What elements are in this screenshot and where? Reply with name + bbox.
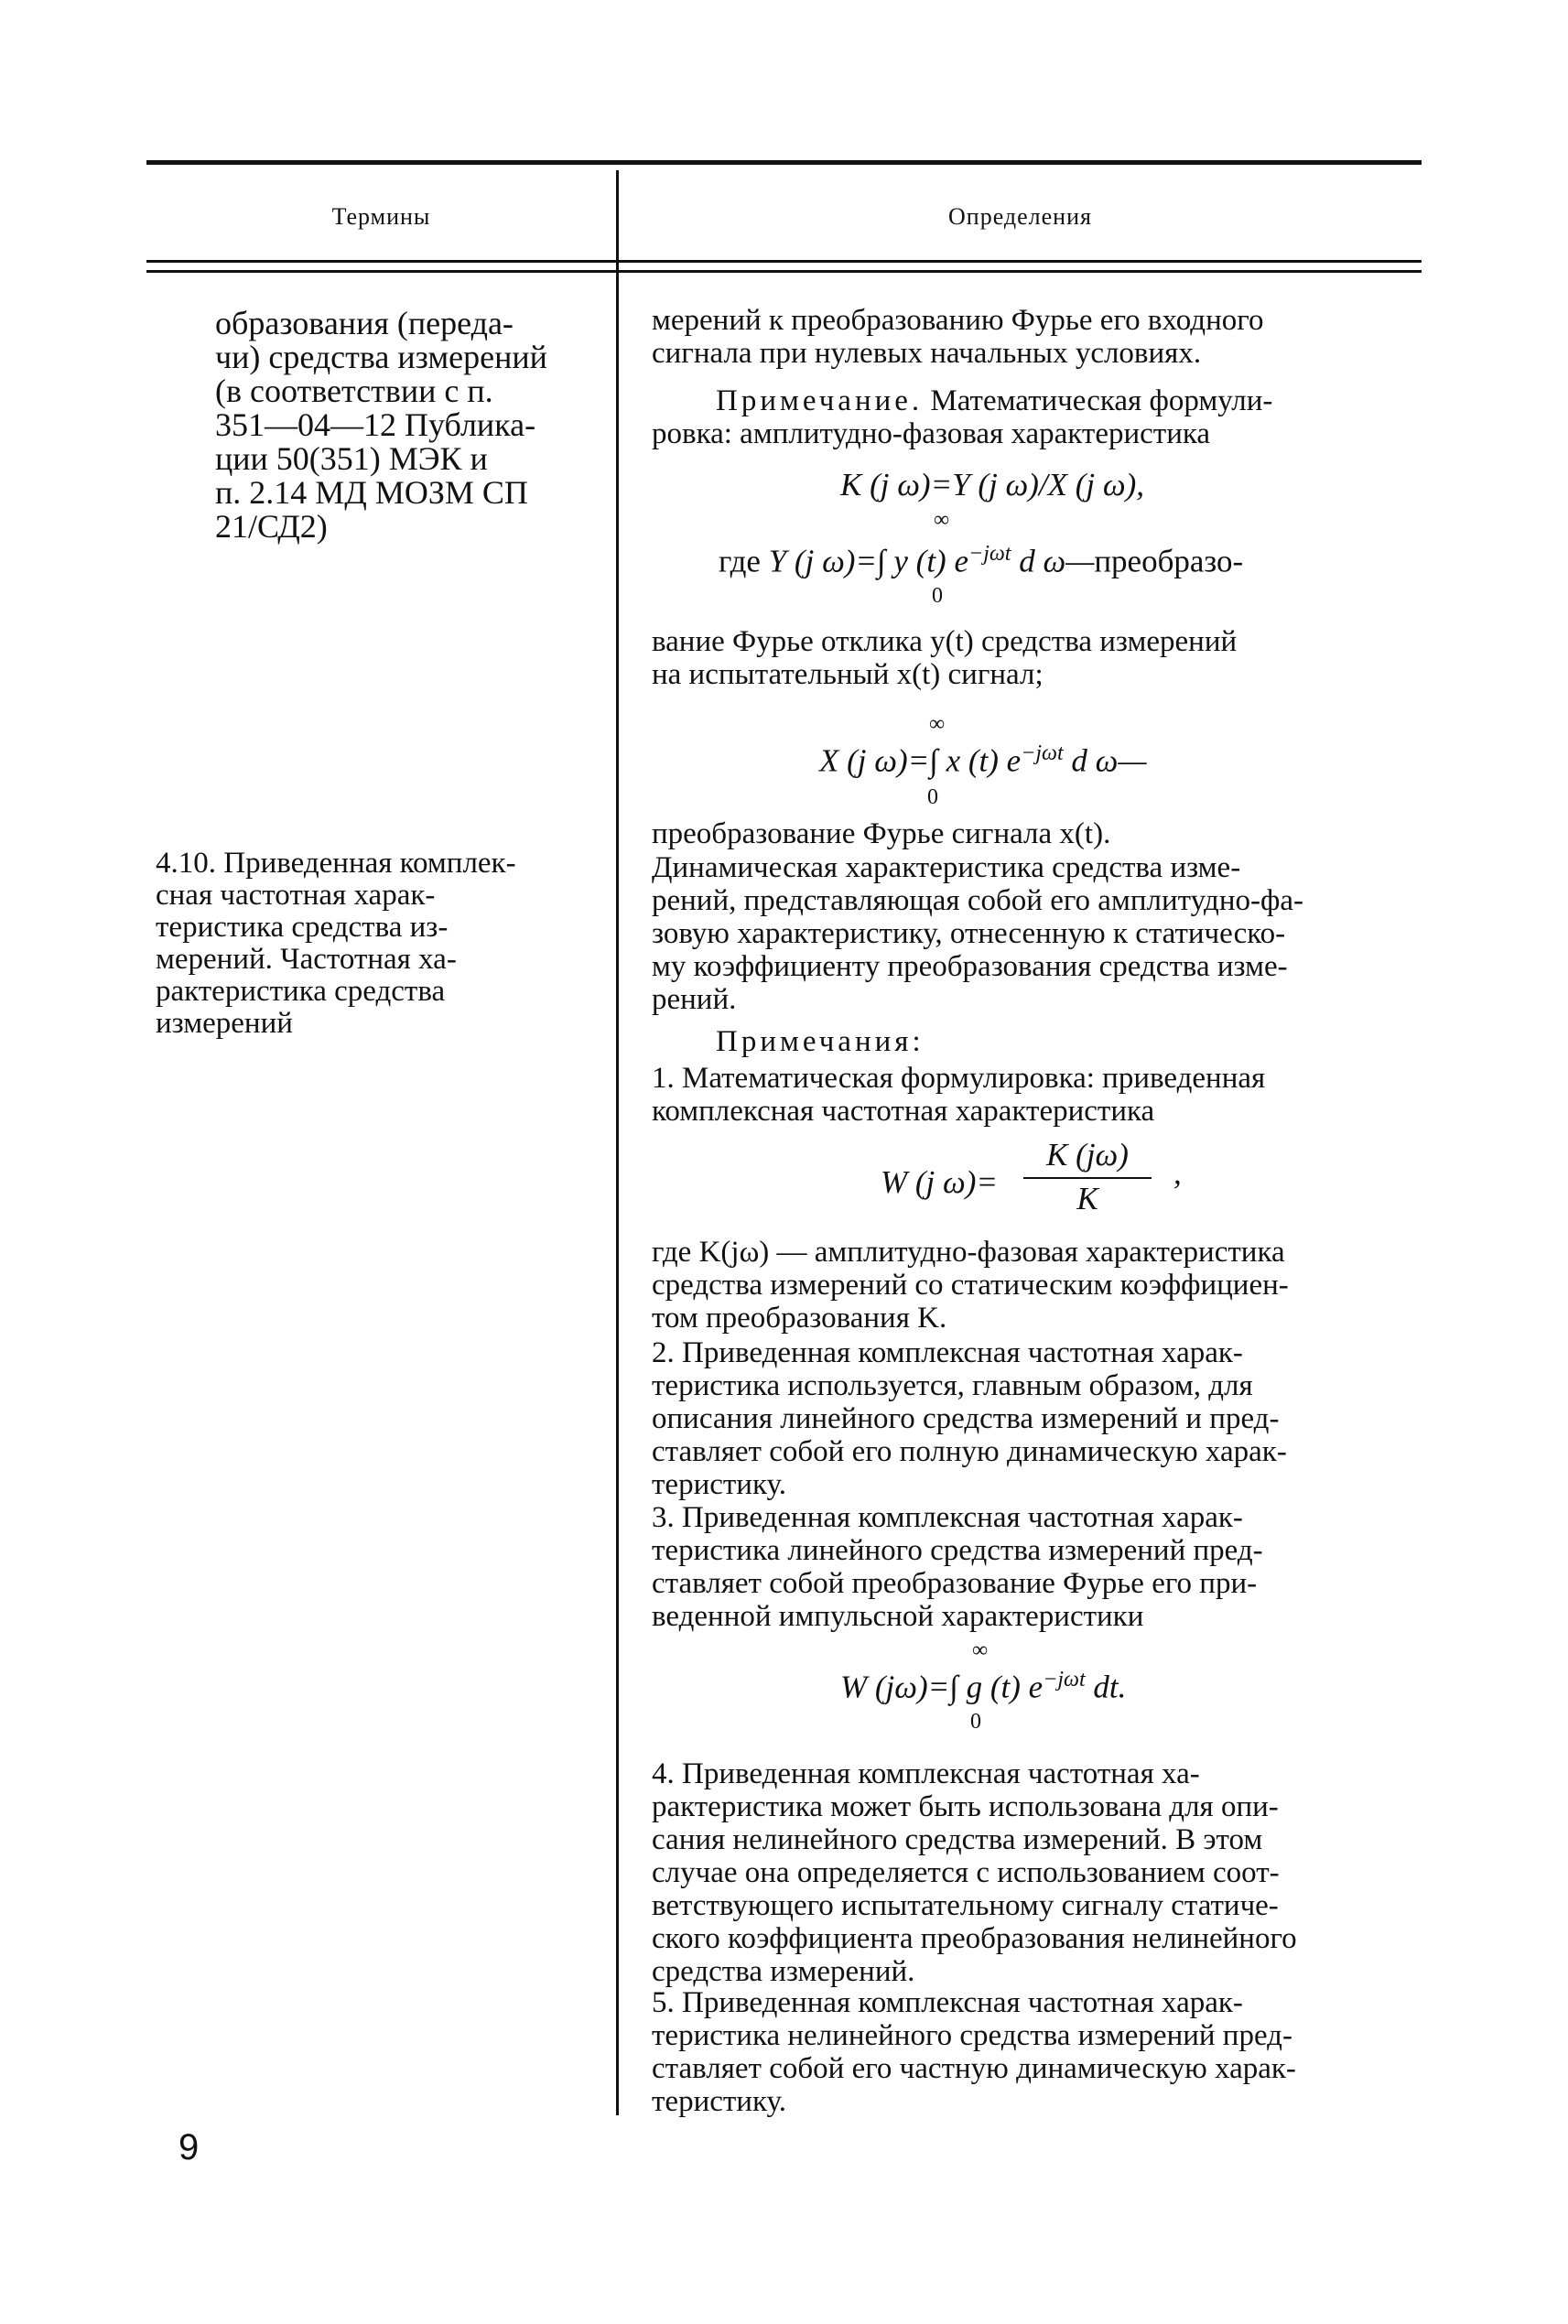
definitions-heading: Определения: [948, 203, 1092, 230]
formula-fourier-response: [719, 542, 1243, 580]
formula-w-lhs: W (j ω)=: [881, 1164, 999, 1200]
notes-label: Примечания:: [716, 1025, 925, 1058]
formula-w-comma: ,: [1173, 1155, 1182, 1191]
terms-heading: Термины: [331, 203, 431, 230]
note-text: Математическая формули- ровка: амплитудно-фазовая характеристика: [652, 384, 1273, 450]
formula-impulse-exponent: −jωt: [1043, 1668, 1086, 1692]
top-rule: [146, 160, 1422, 165]
note-paragraph: [652, 384, 1430, 450]
term-continuation: образования (переда- чи) средства измерений (в соответствии с п. 351—04—12 Публика- ции 50(351) МЭК и п. 2.14 МД МОЗМ СП 21/СД2): [215, 305, 547, 545]
definition-paragraph-2: вание Фурье отклика y(t) средства измерений на испытательный x(t) сигнал;: [652, 625, 1238, 691]
definition-paragraph-4: Динамическая характеристика средства изме- рений, представляющая собой его амплитудно-фа- зовую характеристику, отнесенную к статическо- му коэффициенту преобразования средства изме- рений.: [652, 851, 1303, 1016]
integral-lower-limit: 0: [932, 584, 943, 608]
formula-y-tail: d ω—: [1011, 543, 1095, 579]
formula-impulse-body: W (jω)=∫ g (t) e: [840, 1669, 1044, 1705]
page-number: 9: [178, 2127, 200, 2167]
note-1: 1. Математическая формулировка: приведенная комплексная частотная характеристика: [652, 1062, 1266, 1128]
integral-upper-limit-2: ∞: [929, 712, 946, 736]
definition-paragraph-1: мерений к преобразованию Фурье его входного сигнала при нулевых начальных условиях.: [652, 304, 1264, 370]
formula-x-exponent: −jωt: [1021, 741, 1064, 765]
header-rule-2: [146, 270, 1422, 273]
term-4-10: 4.10. Приведенная комплек- сная частотная харак- теристика средства из- мерений. Частотная ха- рактеристика средства измерений: [156, 847, 516, 1040]
formula-y-exponent: −jωt: [968, 542, 1011, 566]
formula-fourier-signal: [819, 741, 1147, 780]
formula-y-suffix: преобразо-: [1094, 543, 1244, 579]
integral-upper-limit-3: ∞: [972, 1638, 989, 1662]
note-label: Примечание.: [716, 384, 924, 417]
header-rule-1: [146, 260, 1422, 263]
formula-amplitude-phase: K (j ω)=Y (j ω)/X (j ω),: [840, 467, 1145, 503]
column-divider: [616, 170, 619, 2115]
formula-where-prefix: где: [719, 543, 761, 579]
definition-paragraph-3: преобразование Фурье сигнала x(t).: [652, 817, 1111, 850]
formula-w-numerator: K (jω): [1023, 1137, 1152, 1179]
formula-impulse: [840, 1668, 1126, 1706]
integral-upper-limit: ∞: [934, 508, 950, 532]
note-1-explanation: где K(jω) — амплитудно-фазовая характеристика средства измерений со статическим коэффициен- том преобразования K.: [652, 1236, 1289, 1335]
note-5: 5. Приведенная комплексная частотная харак- теристика нелинейного средства измерений пред- ставляет собой его частную динамическую харак- теристику.: [652, 1986, 1296, 2118]
formula-y-body: Y (j ω)=∫ y (t) e: [768, 543, 968, 579]
formula-x-body: X (j ω)=∫ x (t) e: [819, 742, 1022, 779]
formula-w-denominator: K: [1076, 1181, 1098, 1216]
note-3: 3. Приведенная комплексная частотная харак- теристика линейного средства измерений пред- ставляет собой преобразование Фурье его при- веденной импульсной характеристики: [652, 1501, 1263, 1633]
formula-impulse-tail: dt.: [1085, 1669, 1127, 1705]
note-2: 2. Приведенная комплексная частотная харак- теристика используется, главным образом, для описания линейного средства измерений и пред- ставляет собой его полную динамическую харак- теристику.: [652, 1336, 1287, 1501]
formula-w-fraction: [1023, 1137, 1152, 1217]
integral-lower-limit-2: 0: [927, 785, 938, 809]
formula-x-tail: d ω—: [1063, 742, 1147, 779]
integral-lower-limit-3: 0: [970, 1710, 981, 1734]
note-4: 4. Приведенная комплексная частотная ха- рактеристика может быть использована для опи- сания нелинейного средства измерений. В этом случае она определяется с использованием соот- ветствующего испытательному сигналу статиче- ского коэффициента преобразования нелинейного средства измерений.: [652, 1757, 1297, 1988]
